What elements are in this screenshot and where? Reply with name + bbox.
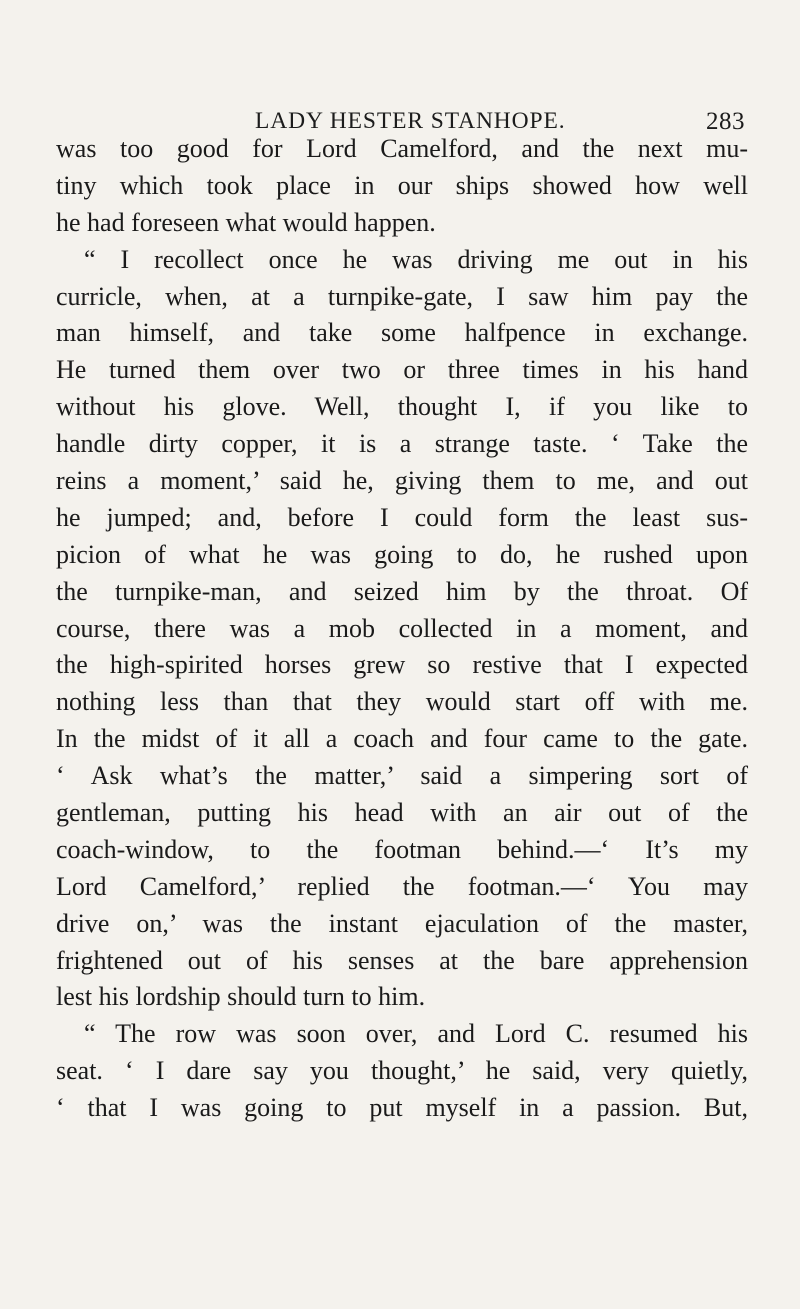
text-line: without his glove. Well, thought I, if you like to: [56, 392, 748, 422]
text-line: Lord Camelford,’ replied the footman.—‘ You may: [56, 871, 748, 901]
text-line: drive on,’ was the instant ejaculation of the master,: [56, 908, 748, 938]
page-number: 283: [706, 108, 745, 135]
text-line: was too good for Lord Camelford, and the next mu-: [56, 134, 748, 163]
text-line: the high-spirited horses grew so restive that I expected: [56, 650, 748, 680]
text-line: curricle, when, at a turnpike-gate, I saw him pay the: [56, 281, 748, 311]
text-line: ‘ that I was going to put myself in a passion. But,: [56, 1093, 748, 1123]
text-line: picion of what he was going to do, he rushed upon: [56, 539, 748, 569]
text-line: seat. ‘ I dare say you thought,’ he said, very quietly,: [56, 1056, 748, 1086]
text-line: reins a moment,’ said he, giving them to me, and out: [56, 466, 748, 496]
text-line: “ I recollect once he was driving me out in his: [84, 244, 748, 274]
text-line: nothing less than that they would start off with me.: [56, 687, 748, 717]
running-title: LADY HESTER STANHOPE.: [255, 108, 566, 134]
text-line: tiny which took place in our ships showed how well: [56, 170, 748, 200]
text-line: In the midst of it all a coach and four came to the gate.: [56, 724, 748, 754]
text-line: the turnpike-man, and seized him by the throat. Of: [56, 576, 748, 606]
text-line: he jumped; and, before I could form the least sus-: [56, 502, 748, 532]
text-line: handle dirty copper, it is a strange taste. ‘ Take the: [56, 429, 748, 459]
text-line: ‘ Ask what’s the matter,’ said a simpering sort of: [56, 761, 748, 791]
body-text: [56, 131, 748, 1127]
text-line: coach-window, to the footman behind.—‘ It’s my: [56, 834, 748, 864]
text-line: gentleman, putting his head with an air out of the: [56, 798, 748, 828]
text-line: He turned them over two or three times in his hand: [56, 355, 748, 385]
text-line: man himself, and take some halfpence in exchange.: [56, 318, 748, 348]
text-line: “ The row was soon over, and Lord C. resumed his: [84, 1019, 748, 1049]
text-line: frightened out of his senses at the bare apprehension: [56, 945, 748, 975]
text-line: lest his lordship should turn to him.: [56, 982, 426, 1012]
text-line: course, there was a mob collected in a moment, and: [56, 613, 748, 643]
text-line: he had foreseen what would happen.: [56, 207, 436, 237]
